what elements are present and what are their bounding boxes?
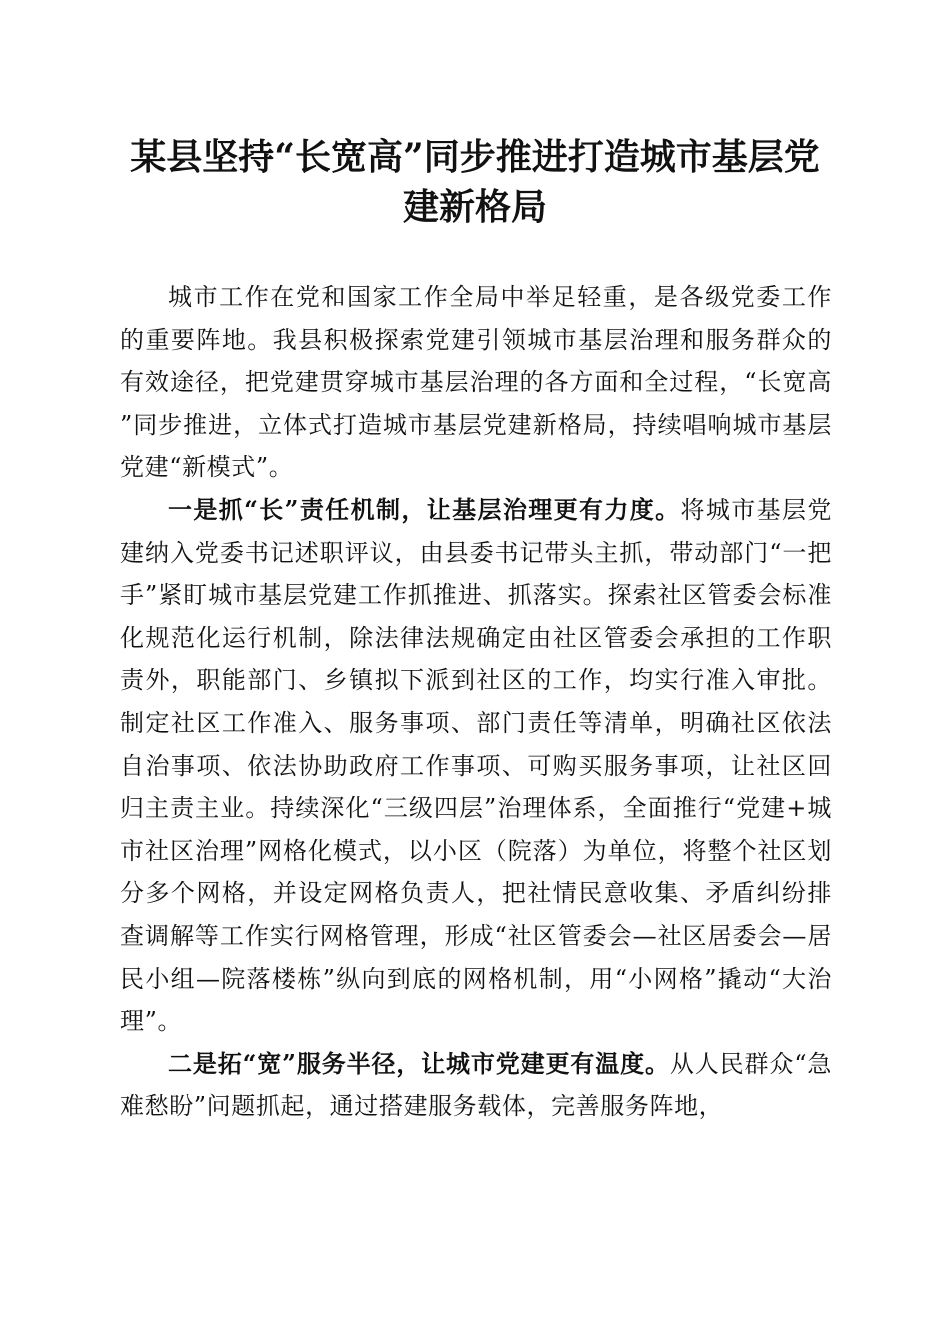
paragraph-text: 将城市基层党建纳入党委书记述职评议，由县委书记带头主抓，带动部门“一把手”紧盯城市基层党建工作抓推进、抓落实。探索社区管委会标准化规范化运行机制，除法律法规确定由社区管委会承担的工作职责外，职能部门、乡镇拟下派到社区的工作，均实行准入审批。制定社区工作准入、服务事项、部门责任等清单，明确社区依法自治事项、依法协助政府工作事项、可购买服务事项，让社区回归主责主业。持续深化“三级四层”治理体系，全面推行“党建+城市社区治理”网格化模式，以小区（院落）为单位，将整个社区划分多个网格，并设定网格负责人，把社情民意收集、矛盾纠纷排查调解等工作实行网格管理，形成“社区管委会—社区居委会—居民小组—院落楼栋”纵向到底的网格机制，用“小网格”撬动“大治理”。 <box>120 495 832 1036</box>
section-one-paragraph <box>120 489 832 1043</box>
title-line-1: 某县坚持“长宽高”同步推进打造城市基层党 <box>130 136 820 178</box>
document-body <box>120 276 832 1128</box>
section-two-paragraph <box>120 1043 832 1128</box>
title-line-2: 建新格局 <box>402 186 547 228</box>
section-two-heading: 二是拓“宽”服务半径，让城市党建更有温度。 <box>168 1048 670 1078</box>
paragraph-text: 从人民群众“急难愁盼”问题抓起，通过搭建服务载体，完善服务阵地， <box>120 1049 832 1121</box>
section-one-heading: 一是抓“长”责任机制，让基层治理更有力度。 <box>168 494 681 524</box>
intro-paragraph <box>120 276 832 489</box>
document-title <box>100 132 850 232</box>
paragraph-text: 城市工作在党和国家工作全局中举足轻重，是各级党委工作的重要阵地。我县积极探索党建引领城市基层治理和服务群众的有效途径，把党建贯穿城市基层治理的各方面和全过程，“长宽高”同步推进，立体式打造城市基层党建新格局，持续唱响城市基层党建“新模式”。 <box>120 283 832 482</box>
